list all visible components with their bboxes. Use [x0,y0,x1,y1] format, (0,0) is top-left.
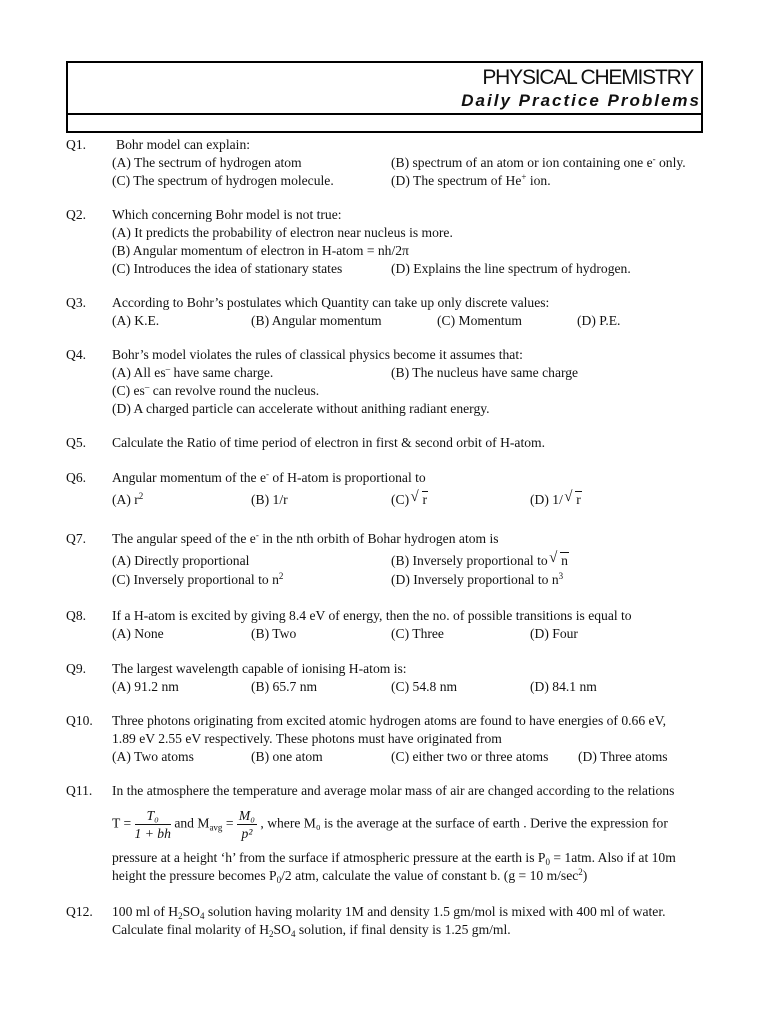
question-stem: According to Bohr’s postulates which Quantity can take up only discrete values: [112,295,550,310]
question-stem: Which concerning Bohr model is not true: [112,207,342,222]
option-c: (C) es– can revolve round the nucleus. [112,382,320,398]
option-d: (D) Four [530,626,578,641]
question-line: 100 ml of $H_2SO_4$ solution having molarity 1M and density 1.5 gm/mol is mixed with 400 ml of water. [112,904,666,921]
question-number: Q11. [66,783,93,798]
option-a: (A) None [112,626,164,641]
option-b: (B) Angular momentum [251,313,382,328]
question-number: Q7. [66,531,87,546]
option-a: (A) It predicts the probability of electron near nucleus is more. [112,225,453,240]
question-stem: Calculate the Ratio of time period of electron in first & second orbit of H-atom. [112,435,545,450]
sqrt-symbol: √ n [551,553,569,569]
header-title: PHYSICAL CHEMISTRY [482,66,693,89]
question-line: 1.89 eV 2.55 eV respectively. These photons must have originated from [112,731,502,746]
option-d: (D) Three atoms [578,749,668,764]
option-d: (D) The spectrum of He+ ion. [391,172,551,188]
option-c: (C) Three [391,626,444,641]
option-a: (A) $r^2$ [112,491,144,507]
question-stem: If a H-atom is excited by giving 8.4 eV of energy, then the no. of possible transitions is equal to [112,608,632,623]
question-line: height the pressure becomes $P_0/2$ atm, calculate the value of constant b. (g = 10 $m/\sec^2$) [112,867,588,885]
header-subtitle: Daily Practice Problems [461,91,701,110]
option-c: (C) 54.8 nm [391,679,458,694]
option-c: (C) The spectrum of hydrogen molecule. [112,173,334,188]
option-c: (C) √ r [391,492,428,508]
option-b: (B) 65.7 nm [251,679,318,694]
option-d: (D) A charged particle can accelerate without anithing radiant energy. [112,401,490,416]
option-c: (C) Momentum [437,313,522,328]
option-a: (A) Directly proportional [112,553,250,568]
option-c: (C) either two or three atoms [391,749,549,764]
option-d: (D) Explains the line spectrum of hydrogen. [391,261,631,276]
question-stem: The largest wavelength capable of ionising H-atom is: [112,661,407,676]
question-number: Q3. [66,295,87,310]
header-box [66,61,703,133]
formula-line: T = $\frac{\text{T₀}}{1 + bh}$ and $M_{avg}$ = $\frac{\text{M₀}}{\text{p²}}$ , where M₀ is the average at the surface of earth . Derive the expression for [112,808,668,841]
option-b: (B) one atom [251,749,323,764]
option-b: (B) 1/r [251,492,288,507]
question-number: Q1. [66,137,87,152]
option-d: (D) Inversely proportional to $n^3$ [391,571,564,587]
question-number: Q8. [66,608,87,623]
question-line: Three photons originating from excited atomic hydrogen atoms are found to have energies of 0.66 eV, [112,713,667,728]
question-stem: Bohr model can explain: [116,137,251,152]
option-b: (B) Angular momentum of electron in H-atom = nh/2π [112,243,409,258]
option-c: (C) Introduces the idea of stationary states [112,261,343,276]
temperature-fraction: $\frac{\text{T₀}}{1 + bh}$ [134,808,171,841]
sqrt-symbol: √ r [566,492,582,508]
option-b: (B) Inversely proportional to √ n [391,553,569,569]
option-d: (D) 1/ √ r [530,492,582,508]
question-stem: Angular momentum of the e- of H-atom is proportional to [112,469,426,485]
option-b: (B) spectrum of an atom or ion containing one e- only. [391,154,686,170]
question-line: pressure at a height ‘h’ from the surface if atmospheric pressure at the earth is $P_0 = 1atm$. Also if at 10m [112,850,676,867]
option-d: (D) 84.1 nm [530,679,597,694]
question-line: In the atmosphere the temperature and average molar mass of air are changed according to the relations [112,783,675,798]
option-a: (A) All es– have same charge. [112,364,274,380]
question-number: Q12. [66,904,93,919]
question-number: Q2. [66,207,87,222]
option-c: (C) Inversely proportional to $n^2$ [112,571,284,587]
option-a: (A) 91.2 nm [112,679,179,694]
option-a: (A) Two atoms [112,749,194,764]
question-number: Q9. [66,661,87,676]
option-a: (A) K.E. [112,313,160,328]
question-number: Q4. [66,347,87,362]
option-d: (D) P.E. [577,313,621,328]
option-a: (A) The sectrum of hydrogen atom [112,155,302,170]
sqrt-symbol: √ r [413,492,429,508]
question-stem: The angular speed of the e- in the nth orbith of Bohar hydrogen atom is [112,530,499,546]
option-b: (B) Two [251,626,297,641]
molar-mass-fraction: $\frac{\text{M₀}}{\text{p²}}$ [238,808,255,841]
question-number: Q10. [66,713,93,728]
header-divider [68,113,701,115]
option-b: (B) The nucleus have same charge [391,365,579,380]
question-number: Q6. [66,470,87,485]
question-number: Q5. [66,435,87,450]
question-stem: Bohr’s model violates the rules of classical physics become it assumes that: [112,347,523,362]
question-line: Calculate final molarity of $H_2SO_4$ solution, if final density is 1.25 gm/ml. [112,922,511,939]
